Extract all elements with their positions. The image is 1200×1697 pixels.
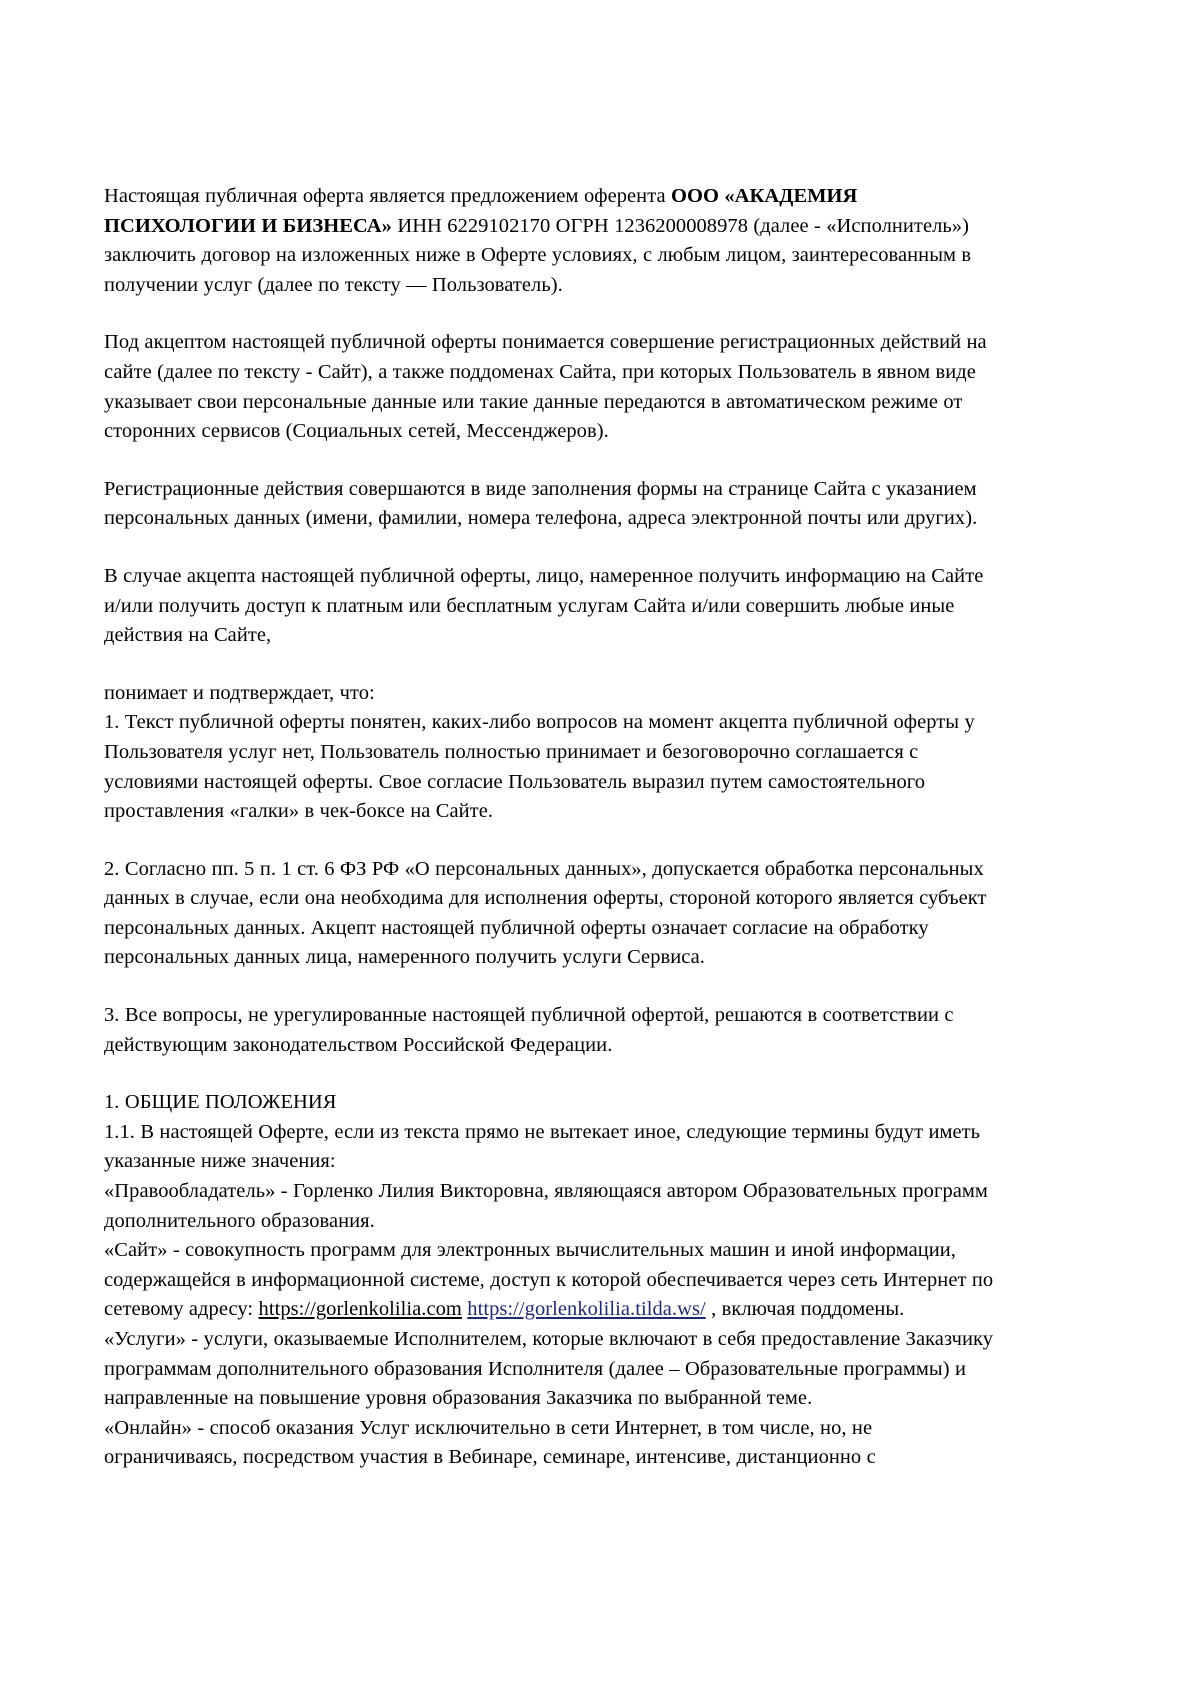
link-site-primary[interactable]: https://gorlenkolilia.com [258,1298,462,1321]
text-run: 1. ОБЩИЕ ПОЛОЖЕНИЯ [104,1091,337,1114]
definition-uslugi [104,1325,1004,1414]
text-run: Настоящая публичная оферта является предложением оферента [104,185,671,207]
paragraph-clause-3 [104,1001,1004,1060]
text-run: Регистрационные действия совершаются в виде заполнения формы на странице Сайта с указанием персональных данных (имени, фамилии, номера телефона, адреса электронной почты или других). [104,477,978,530]
text-run: В случае акцепта настоящей публичной оферты, лицо, намеренное получить информацию на Сайте и/или получить доступ к платным или бесплатным услугам Сайта и/или совершить любые иные действия на Сайте, [104,564,984,647]
definition-pravoobladatel [104,1177,1004,1236]
text-run: 2. Согласно пп. 5 п. 1 ст. 6 ФЗ РФ «О персональных данных», допускается обработка персональных данных в случае, если она необходима для исполнения оферты, стороной которого является субъект персональных данных. Акцепт настоящей публичной оферты означает согласие на обработку персональных данных лица, намеренного получить услуги Сервиса. [104,857,987,969]
heading-section-1 [104,1088,1004,1118]
company-name: ООО «АКАДЕМИЯ ПСИХОЛОГИИ И БИЗНЕСА» [104,185,858,237]
paragraph-acceptance-definition [104,328,1004,446]
text-run: «Правообладатель» - Горленко Лилия Викторовна, являющаяся автором Образовательных программ дополнительного образования. [104,1180,988,1232]
text-run: «Онлайн» - способ оказания Услуг исключительно в сети Интернет, в том числе, но, не ограничиваясь, посредством участия в Вебинаре, семинаре, интенсиве, дистанционно с [104,1416,876,1469]
text-run: понимает и подтверждает, что: [104,681,375,704]
text-run: 3. Все вопросы, не урегулированные настоящей публичной офертой, решаются в соответствии с действующим законодательством Российской Федерации. [104,1004,954,1056]
text-run: , включая поддомены. [705,1298,905,1321]
link-site-secondary[interactable]: https://gorlenkolilia.tilda.ws/ [467,1298,706,1321]
paragraph-acceptance-case [104,562,1004,651]
paragraph-clause-1 [104,708,1004,826]
paragraph-intro-offer [104,182,1004,300]
text-run: ИНН 6229102170 ОГРН 1236200008978 (далее - «Исполнитель») заключить договор на изложенных ниже в Оферте условиях, с любым лицом, заинтересованным в получении услуг (далее по тексту — Пользователь). [104,214,972,296]
paragraph-registration-actions [104,475,1004,534]
text-run: «Сайт» - совокупность программ для электронных вычислительных машин и иной информации, содержащейся в информационной системе, доступ к которой обеспечивается через сеть Интернет по сетевому адресу: [104,1239,994,1321]
paragraph-understands-confirms [104,679,1004,709]
definition-onlain [104,1414,1004,1473]
paragraph-clause-1-1 [104,1118,1004,1177]
text-run: Под акцептом настоящей публичной оферты понимается совершение регистрационных действий на сайте (далее по тексту - Сайт), а также поддоменах Сайта, при которых Пользователь в явном виде указывает свои персональные данные или такие данные передаются в автоматическом режиме от сторонних сервисов (Социальных сетей, Мессенджеров). [104,331,987,443]
definition-sait [104,1236,1004,1325]
text-run: 1. Текст публичной оферты понятен, каких-либо вопросов на момент акцепта публичной оферты у Пользователя услуг нет, Пользователь полностью принимает и безоговорочно соглашается с условиями настоящей оферты. Свое согласие Пользователь выразил путем самостоятельного проставления «галки» в чек-боксе на Сайте. [104,711,975,823]
document-body [104,182,1004,1473]
paragraph-clause-2 [104,855,1004,973]
text-run: «Услуги» - услуги, оказываемые Исполнителем, которые включают в себя предоставление Заказчику программам дополнительного образования Исполнителя (далее – Образовательные программы) и направленные на повышение уровня образования Заказчика по выбранной теме. [104,1328,994,1410]
text-run: 1.1. В настоящей Оферте, если из текста прямо не вытекает иное, следующие термины будут иметь указанные ниже значения: [104,1120,981,1173]
